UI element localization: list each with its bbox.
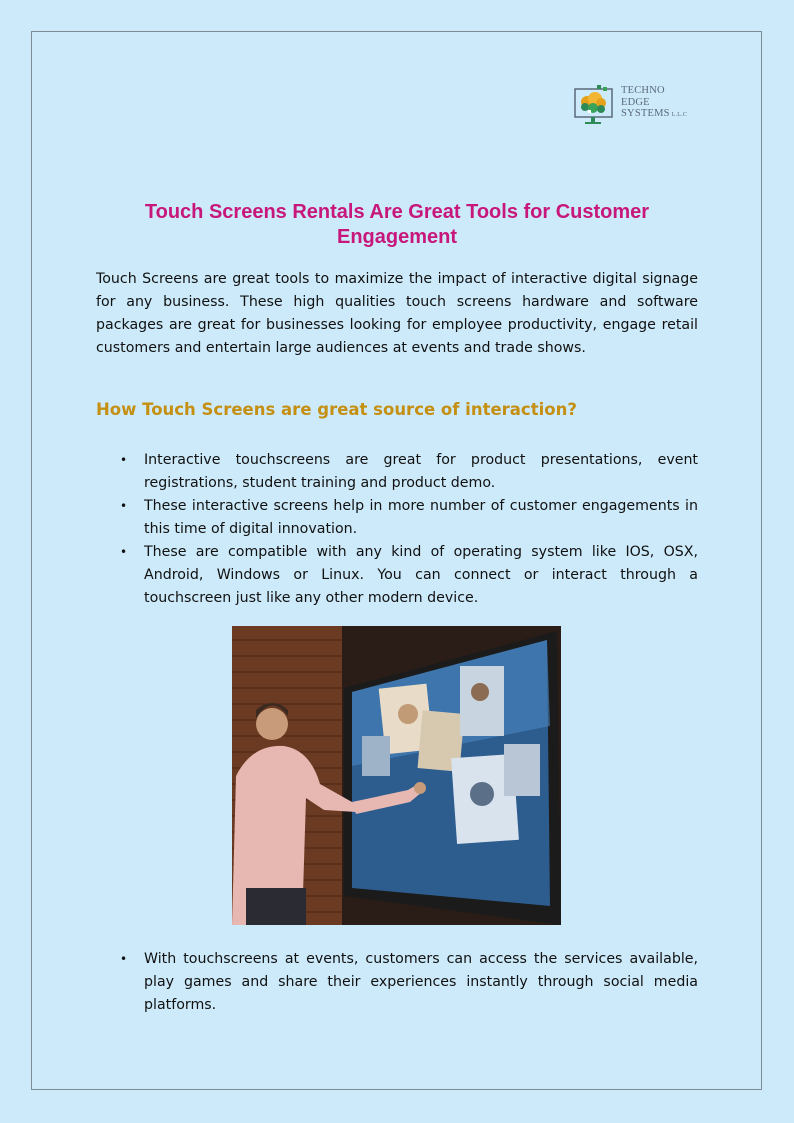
list-item <box>120 495 698 541</box>
logo-mark-icon <box>574 84 620 126</box>
list-item-text: With touchscreens at events, customers can access the services available, play games and share their experiences instantly through social media platforms. <box>144 951 698 1013</box>
company-logo <box>574 84 702 128</box>
list-item <box>120 449 698 495</box>
logo-line-2: EDGE <box>621 96 650 108</box>
bullet-icon: • <box>120 499 128 513</box>
bullet-icon: • <box>120 453 128 467</box>
document-title: Touch Screens Rentals Are Great Tools for Customer Engagement <box>144 201 650 248</box>
photo-illustration <box>232 626 561 925</box>
section-heading: How Touch Screens are great source of interaction? <box>96 400 577 419</box>
touchscreen-photo <box>232 626 561 925</box>
list-item <box>120 541 698 610</box>
list-item <box>120 948 698 1017</box>
logo-line-3: SYSTEMS <box>621 108 670 119</box>
bullet-list-after-photo <box>120 948 698 1017</box>
bullet-list <box>120 449 698 610</box>
logo-suffix: L.L.C <box>671 112 688 118</box>
intro-paragraph: Touch Screens are great tools to maximize the impact of interactive digital signage for any business. These high qualities touch screens hardware and software packages are great for businesses looking for employee productivity, engage retail customers and entertain large audiences at events and trade shows. <box>96 271 698 356</box>
list-item-text: These interactive screens help in more number of customer engagements in this time of digital innovation. <box>144 498 698 537</box>
bullet-icon: • <box>120 545 128 559</box>
list-item-text: These are compatible with any kind of operating system like IOS, OSX, Android, Windows or Linux. You can connect or interact through a touchscreen just like any other modern device. <box>144 544 698 606</box>
list-item-text: Interactive touchscreens are great for product presentations, event registrations, student training and product demo. <box>144 452 698 491</box>
logo-line-1: TECHNO <box>621 85 665 96</box>
bullet-icon: • <box>120 952 128 966</box>
logo-text <box>621 85 687 122</box>
